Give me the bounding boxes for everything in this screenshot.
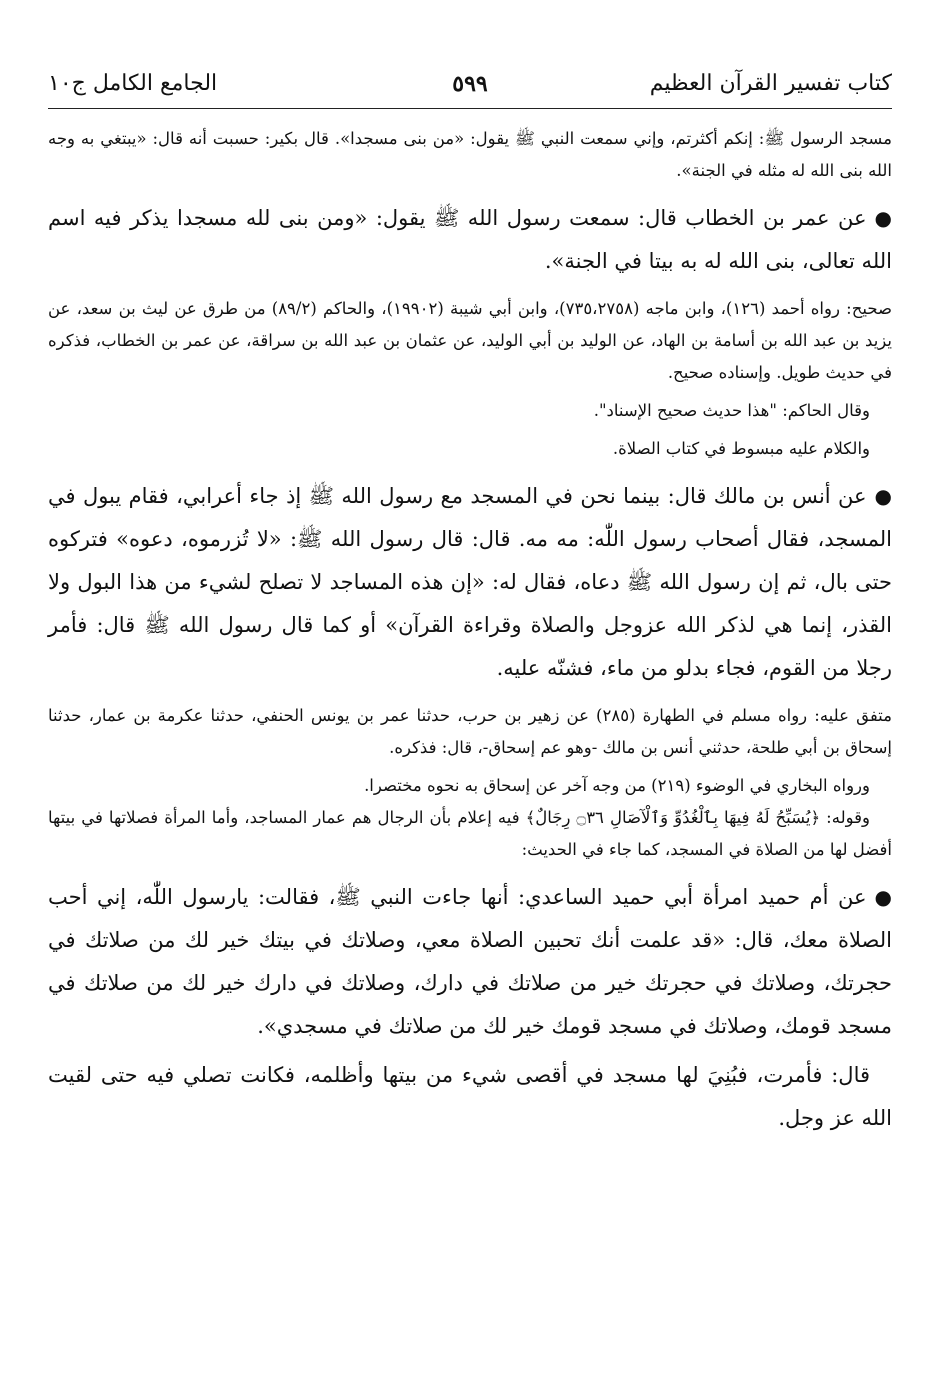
- note-paragraph: [48, 395, 892, 427]
- closing-paragraph: [48, 1054, 892, 1140]
- paragraph-text: وقوله: ﴿يُسَبِّحُ لَهُ فِيهَا بِٱلْغُدُوِّ وَٱلْآصَالِ ۝٣٦ رِجَالٌ﴾ فيه إعلام بأن الرجال هم عمار المساجد، وأما المرأة فصلاتها في بيتها أفضل لها من الصلاة في المسجد، كما جاء في الحديث:: [48, 808, 892, 859]
- paragraph-text: والكلام عليه مبسوط في كتاب الصلاة.: [612, 439, 870, 458]
- note-paragraph: [48, 433, 892, 465]
- page-body: [48, 123, 892, 1140]
- takhrij-paragraph: [48, 700, 892, 764]
- hadith-paragraph: [48, 475, 892, 690]
- volume-label: الجامع الكامل ج١٠: [48, 71, 218, 96]
- page-header: [48, 60, 892, 109]
- note-paragraph: [48, 770, 892, 802]
- hadith-paragraph: [48, 197, 892, 283]
- paragraph-text: متفق عليه: رواه مسلم في الطهارة (٢٨٥) عن زهير بن حرب، حدثنا عمر بن يونس الحنفي، حدثنا عكرمة بن عمار، حدثنا إسحاق بن أبي طلحة، حدثني أنس بن مالك -وهو عم إسحاق-، قال: فذكره.: [48, 706, 892, 757]
- hadith-paragraph: [48, 876, 892, 1048]
- paragraph-text: عن أم حميد امرأة أبي حميد الساعدي: أنها جاءت النبي ﷺ، فقالت: يارسول اللّٰه، إني أحب الصلاة معك، قال: «قد علمت أنك تحبين الصلاة معي، وصلاتك في بيتك خير لك من صلاتك في حجرتك، وصلاتك في حجرتك خير من صلاتك في دارك، وصلاتك في دارك خير لك من صلاتك في مسجد قومك، وصلاتك في مسجد قومك خير لك من صلاتك في مسجدي».: [48, 885, 892, 1038]
- paragraph-text: صحيح: رواه أحمد (١٢٦)، وابن ماجه (٧٣٥،٢٧٥٨)، وابن أبي شيبة (١٩٩٠٢)، والحاكم (٨٩/٢) من طرق عن ليث بن سعد، عن يزيد بن عبد الله بن أسامة بن الهاد، عن الوليد بن أبي الوليد، عن عثمان بن عبد الله بن سراقة، عن عمر بن الخطاب، فذكره في حديث طويل. وإسناده صحيح.: [48, 299, 892, 382]
- paragraph-text: قال: فأمرت، فبُنِيَ لها مسجد في أقصى شيء من بيتها وأظلمه، فكانت تصلي فيه حتى لقيت الله عز وجل.: [48, 1063, 892, 1130]
- takhrij-paragraph: [48, 293, 892, 389]
- paragraph-text: مسجد الرسول ﷺ: إنكم أكثرتم، وإني سمعت النبي ﷺ يقول: «من بنى مسجدا». قال بكير: حسبت أنه قال: «يبتغي به وجه الله بنى الله له مثله في الجنة».: [48, 129, 892, 180]
- commentary-paragraph: [48, 802, 892, 866]
- bullet-icon: ●: [874, 206, 892, 230]
- page-number: ٥٩٩: [452, 71, 488, 97]
- paragraph-text: وقال الحاكم: "هذا حديث صحيح الإسناد".: [593, 401, 870, 420]
- book-page: [48, 60, 892, 1140]
- bullet-icon: ●: [874, 484, 892, 508]
- paragraph-text: عن أنس بن مالك قال: بينما نحن في المسجد مع رسول الله ﷺ إذ جاء أعرابي، فقام يبول في المسجد، فقال أصحاب رسول اللّٰه: مه مه. قال: قال رسول الله ﷺ: «لا تُزرموه، دعوه» فتركوه حتى بال، ثم إن رسول الله ﷺ دعاه، فقال له: «إن هذه المساجد لا تصلح لشيء من هذا البول ولا القذر، إنما هي لذكر الله عزوجل والصلاة وقراءة القرآن» أو كما قال رسول الله ﷺ قال: فأمر رجلا من القوم، فجاء بدلو من ماء، فشنّه عليه.: [48, 484, 892, 680]
- bullet-icon: ●: [874, 885, 892, 909]
- paragraph-text: ورواه البخاري في الوضوء (٢١٩) من وجه آخر عن إسحاق به نحوه مختصرا.: [364, 776, 870, 795]
- book-title: كتاب تفسير القرآن العظيم: [649, 71, 892, 96]
- paragraph-continuation: [48, 123, 892, 187]
- paragraph-text: عن عمر بن الخطاب قال: سمعت رسول الله ﷺ يقول: «ومن بنى لله مسجدا يذكر فيه اسم الله تعالى، بنى الله له به بيتا في الجنة».: [48, 206, 892, 273]
